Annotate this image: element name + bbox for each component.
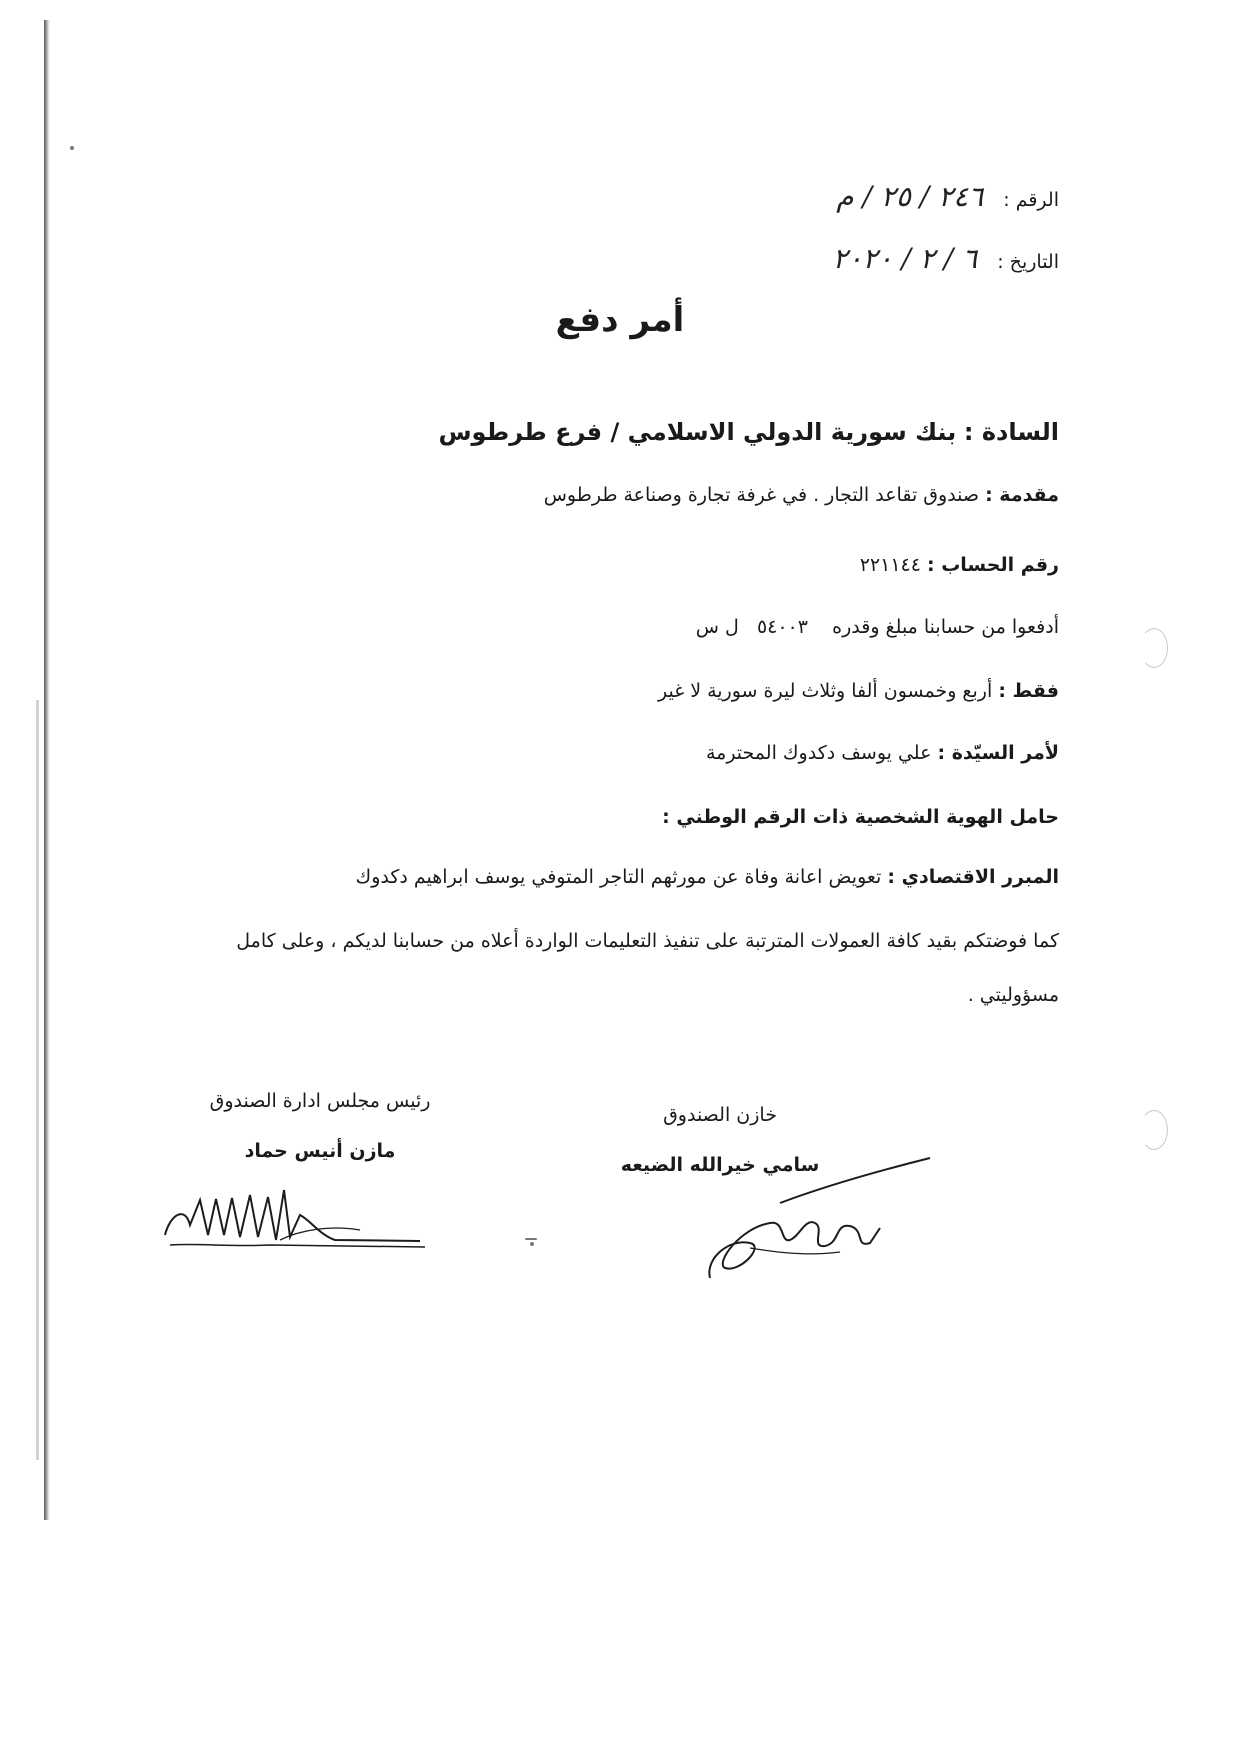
chairman-signature [160, 1185, 430, 1275]
beneficiary-line [706, 742, 1059, 764]
beneficiary-label: لأمر السيّدة : [937, 742, 1059, 764]
document-title: أمر دفع [555, 300, 685, 340]
reason-label: المبرر الاقتصادي : [887, 866, 1059, 888]
authorization-line-1: كما فوضتكم بقيد كافة العمولات المترتبة على تنفيذ التعليمات الواردة أعلاه من حسابنا لديكم ، وعلى كامل [236, 930, 1059, 952]
pay-text: أدفعوا من حسابنا مبلغ وقدره [832, 616, 1059, 638]
account-line [860, 554, 1059, 576]
scan-speck [525, 1238, 537, 1240]
reason-line [356, 866, 1059, 888]
treasurer-name: سامي خيرالله الضيعه [620, 1154, 820, 1176]
reference-line [836, 180, 1059, 213]
submitted-value: صندوق تقاعد التجار . في غرفة تجارة وصناعة طرطوس [543, 484, 980, 506]
submitted-line [544, 484, 1059, 506]
amount-words-label: فقط : [998, 680, 1059, 702]
date-line [832, 242, 1059, 275]
chairman-title: رئيس مجلس ادارة الصندوق [209, 1090, 431, 1112]
reference-label: الرقم : [1003, 189, 1059, 211]
scan-edge-shadow [36, 700, 39, 1460]
punch-hole-mark [1140, 628, 1168, 668]
chairman-signature-block [200, 1090, 440, 1162]
date-value: ٦ / ٢ / ٢٠٢٠ [832, 242, 978, 275]
addressee-line [438, 418, 1059, 446]
submitted-label: مقدمة : [985, 484, 1059, 506]
addressee-label: السادة : [963, 418, 1059, 446]
addressee-value: بنك سورية الدولي الاسلامي / فرع طرطوس [438, 418, 957, 446]
treasurer-title: خازن الصندوق [663, 1104, 777, 1126]
pay-amount-line [696, 616, 1059, 638]
date-label: التاريخ : [997, 251, 1059, 273]
national-id-label: حامل الهوية الشخصية ذات الرقم الوطني : [662, 806, 1059, 828]
account-label: رقم الحساب : [926, 554, 1059, 576]
scan-speck [530, 1242, 534, 1246]
punch-hole-mark [1140, 1110, 1168, 1150]
treasurer-signature [690, 1148, 950, 1288]
authorization-line-2: مسؤوليتي . [967, 984, 1059, 1006]
national-id-line [662, 806, 1059, 828]
reason-value: تعويض اعانة وفاة عن مورثهم التاجر المتوفي يوسف ابراهيم دكدوك [355, 866, 882, 888]
scan-edge-shadow [44, 20, 50, 1520]
reference-value: ٢٤٦ / ٢٥ / م [836, 180, 984, 213]
pay-amount: ٥٤٠٠٣ [756, 616, 808, 638]
account-value: ٢٢١١٤٤ [859, 554, 921, 576]
scan-speck [70, 146, 74, 150]
amount-words-value: أربع وخمسون ألفا وثلاث ليرة سورية لا غير [658, 680, 993, 702]
beneficiary-value: علي يوسف دكدوك المحترمة [705, 742, 932, 764]
chairman-name: مازن أنيس حماد [244, 1140, 396, 1162]
pay-currency: ل س [695, 616, 739, 638]
amount-words-line [658, 680, 1059, 702]
